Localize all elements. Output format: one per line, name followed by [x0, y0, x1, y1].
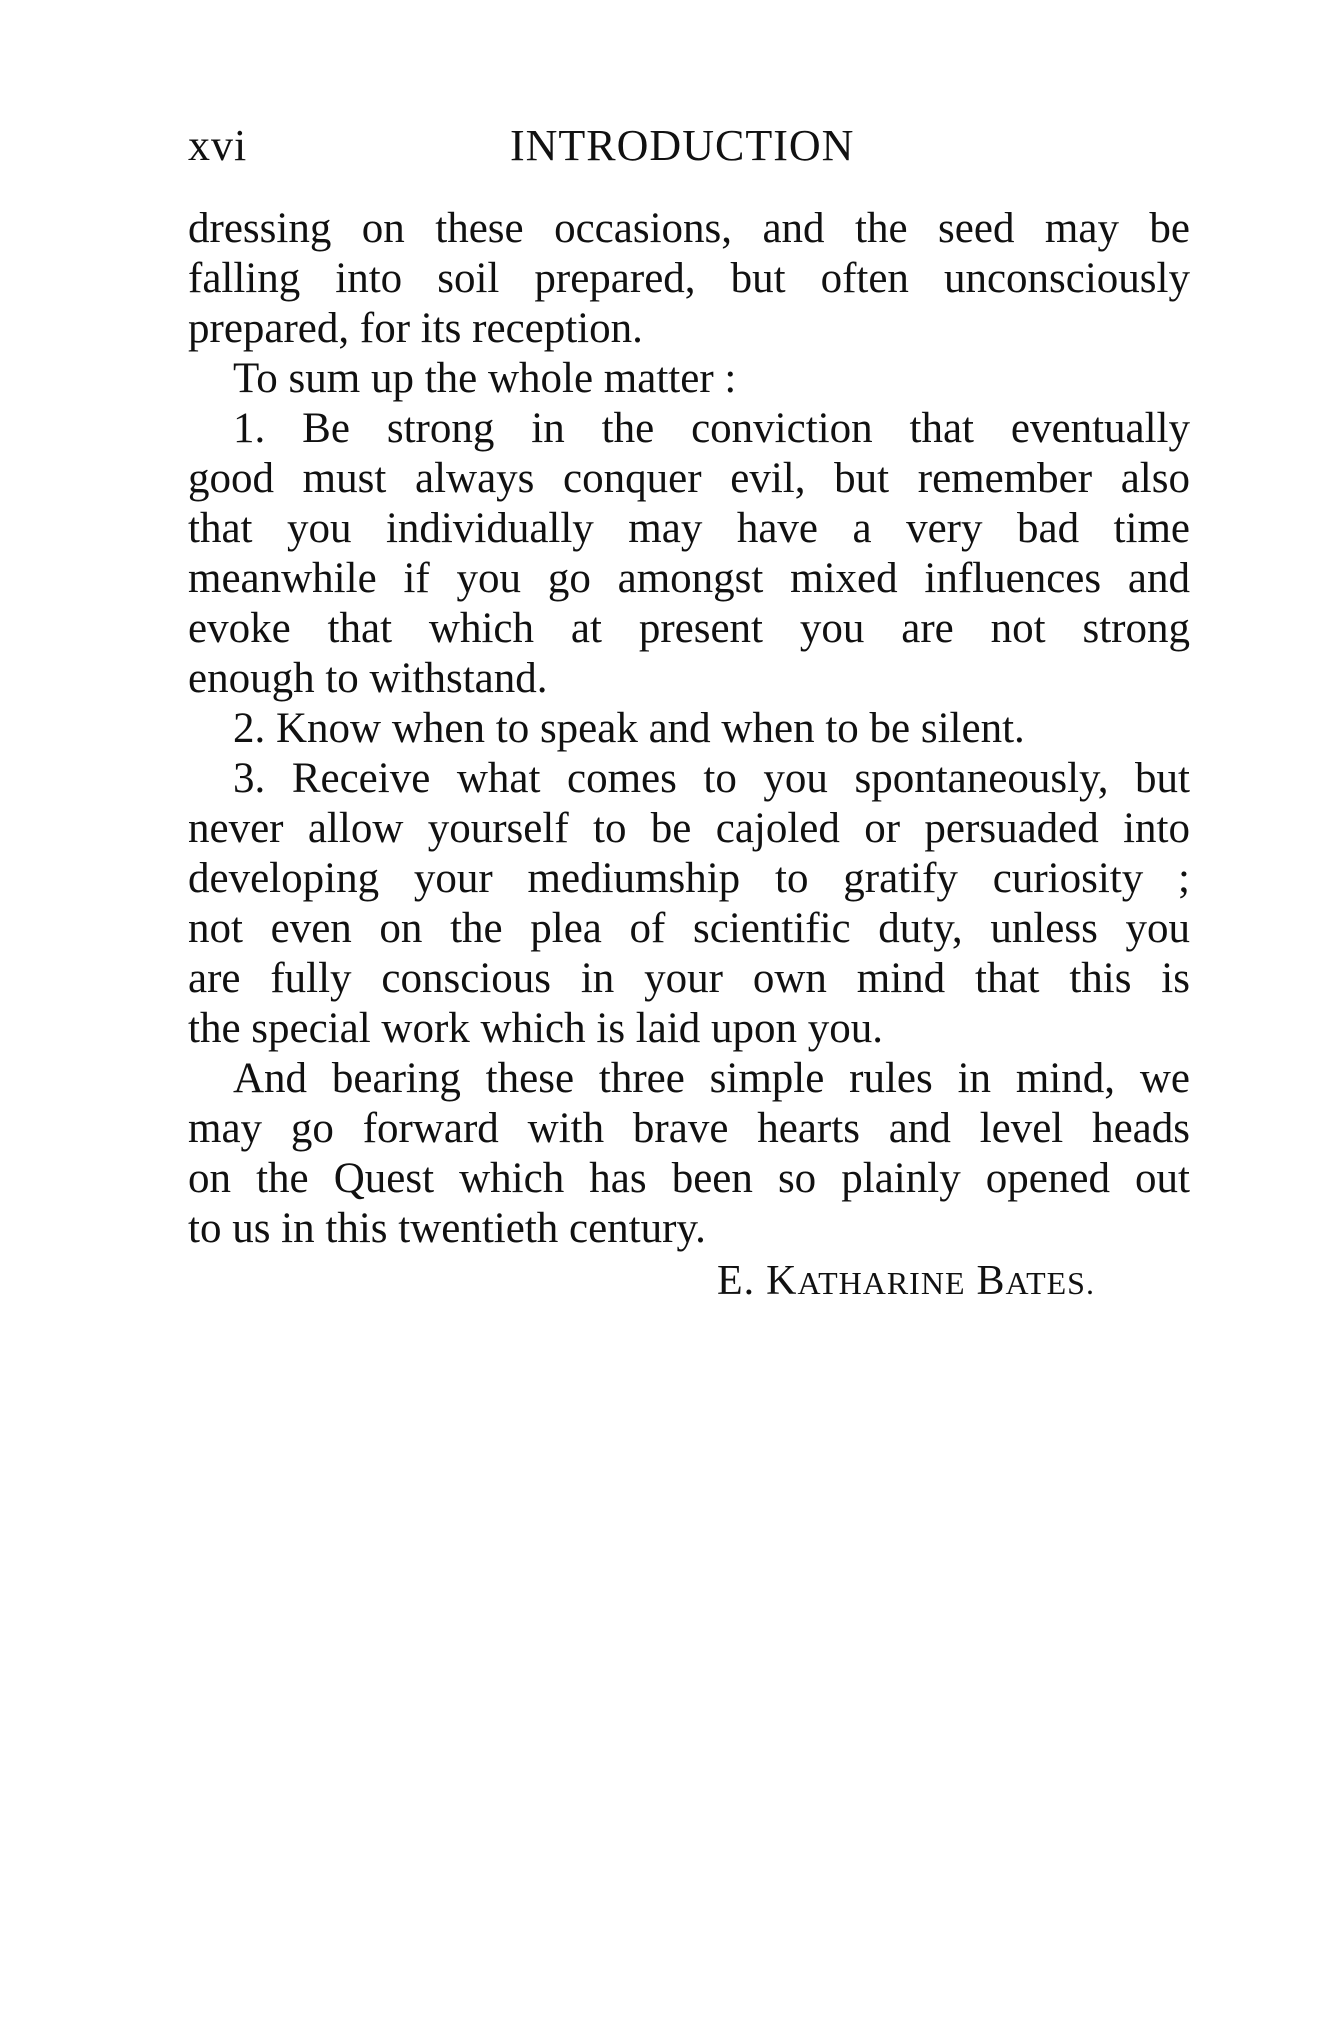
text-line: to us in this twentieth century. — [188, 1205, 706, 1252]
text-line: on the Quest which has been so plainly opened out — [188, 1155, 1190, 1202]
text-line: And bearing these three simple rules in mind, we — [233, 1055, 1190, 1102]
text-line: developing your mediumship to gratify curiosity ; — [188, 855, 1190, 902]
text-line: good must always conquer evil, but remember also — [188, 455, 1190, 502]
text-line: meanwhile if you go amongst mixed influences and — [188, 555, 1190, 602]
text-line: not even on the plea of scientific duty, unless you — [188, 905, 1190, 952]
text-line: 3. Receive what comes to you spontaneously, but — [233, 755, 1190, 802]
text-line: dressing on these occasions, and the seed may be — [188, 205, 1190, 252]
text-line: never allow yourself to be cajoled or persuaded into — [188, 805, 1190, 852]
author-signature — [717, 1256, 1095, 1308]
text-line: are fully conscious in your own mind that this is — [188, 955, 1190, 1002]
text-line: To sum up the whole matter : — [233, 355, 737, 402]
text-line: may go forward with brave hearts and level heads — [188, 1105, 1190, 1152]
signature-first-initial: K — [766, 1258, 798, 1304]
running-title: INTRODUCTION — [510, 121, 855, 170]
signature-first-rest: ATHARINE — [797, 1265, 966, 1301]
text-line: falling into soil prepared, but often unconsciously — [188, 255, 1190, 302]
signature-initial: E. — [717, 1258, 756, 1304]
text-line: 1. Be strong in the conviction that eventually — [233, 405, 1190, 452]
text-line: the special work which is laid upon you. — [188, 1005, 884, 1052]
page-number: xvi — [188, 121, 248, 170]
text-line: evoke that which at present you are not strong — [188, 605, 1190, 652]
text-line: that you individually may have a very bad time — [188, 505, 1190, 552]
text-line: enough to withstand. — [188, 655, 548, 702]
text-line: 2. Know when to speak and when to be silent. — [233, 705, 1025, 752]
signature-last-initial: B — [976, 1258, 1006, 1304]
body-text — [188, 204, 1190, 1254]
signature-last-rest: ATES. — [1005, 1265, 1095, 1301]
page-header — [188, 120, 1188, 180]
text-line: prepared, for its reception. — [188, 305, 643, 352]
